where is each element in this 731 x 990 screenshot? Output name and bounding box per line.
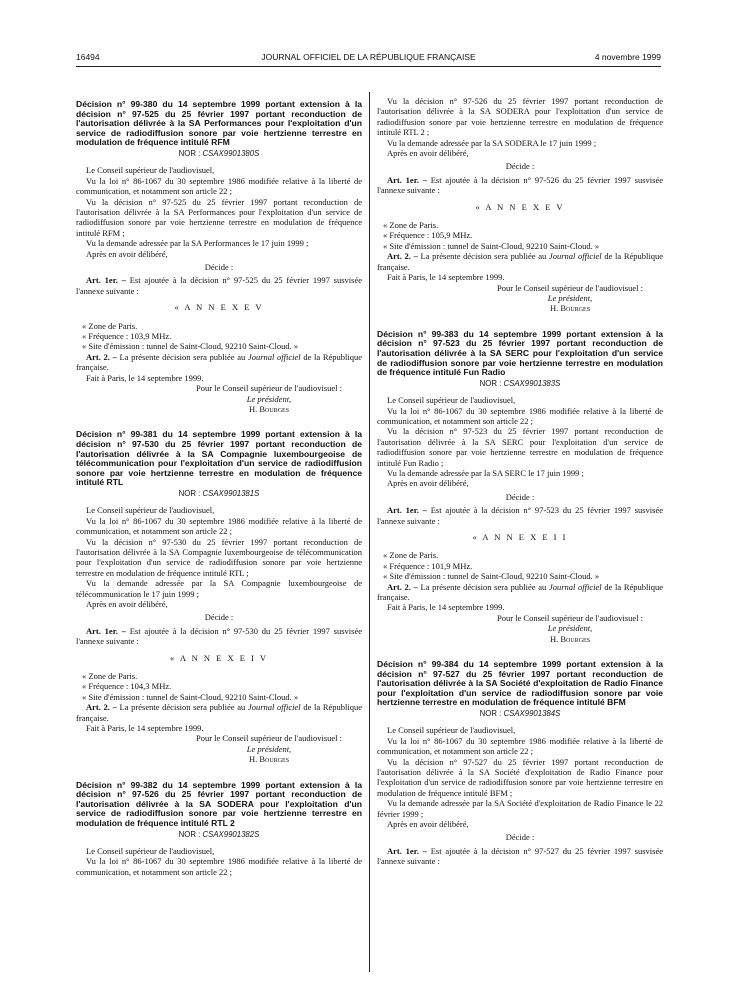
intro: Le Conseil supérieur de l'audiovisuel, xyxy=(387,725,516,736)
article-1 xyxy=(377,175,663,196)
journal-officiel: Journal officiel xyxy=(548,251,602,262)
place-date: Fait à Paris, le 14 septembre 1999. xyxy=(387,272,505,283)
column-divider xyxy=(369,92,370,972)
decide: Décide : xyxy=(204,262,234,273)
article-text-end: de la République française. xyxy=(76,702,363,723)
left-column xyxy=(76,100,362,877)
decision-title: Décision n° 99-380 du 14 septembre 1999 portant extension à la décision n° 97-525 du 25 février 1997 portant reconduction de l'autorisation délivrée à la SA Performances pour l'exploitation d'un service de radiodiffusion sonore par voie hertzienne terrestre en modulation de fréquence intitulé RFM xyxy=(76,99,362,148)
nor-label: NOR : xyxy=(178,829,201,839)
article-label: Art. 2. – xyxy=(86,351,117,362)
visa-law: Vu la loi n° 86-1067 du 30 septembre 1986 modifiée relative à la liberté de communication, et notamment son article 22 ; xyxy=(377,405,663,426)
nor-reference xyxy=(76,830,362,840)
visa-law: Vu la loi n° 86-1067 du 30 septembre 1986 modifiée relative à la liberté de communication, et notamment son article 22 ; xyxy=(76,175,362,197)
article-text: La présente décision sera publiée au xyxy=(119,702,246,713)
decide: Décide : xyxy=(505,491,535,502)
annexe-site: « Site d'émission : tunnel de Saint-Cloud, 92210 Saint-Cloud. » xyxy=(383,571,600,582)
signature-block xyxy=(76,383,362,414)
visa-decision: Vu la décision n° 97-527 du 25 février 1997 portant reconduction de l'autorisation délivrée à la SA Société d'exploitation de Radio Finance pour l'exploitation d'un service de radiodiffusion sonore par voie hertzienne terrestre en modulation de fréquence intitulé BFM ; xyxy=(377,756,663,798)
signature-for: Pour le Conseil supérieur de l'audiovisuel : xyxy=(496,612,643,623)
nor-reference xyxy=(377,709,663,719)
annexe-zone: « Zone de Paris. xyxy=(82,670,138,681)
article-text: Est ajoutée à la décision n° 97-523 du 25 février 1997 susvisée l'annexe suivante : xyxy=(377,505,663,526)
article-label: Art. 1er. – xyxy=(86,625,126,636)
article-text: La présente décision sera publiée au xyxy=(420,251,547,262)
decision-99-381 xyxy=(76,430,362,764)
signature-for: Pour le Conseil supérieur de l'audiovisuel : xyxy=(195,383,342,394)
article-text: Est ajoutée à la décision n° 97-525 du 25 février 1997 susvisée l'annexe suivante : xyxy=(76,275,362,296)
deliberation: Après en avoir délibéré, xyxy=(86,248,168,259)
journal-title: JOURNAL OFFICIEL DE LA RÉPUBLIQUE FRANÇAISE xyxy=(261,52,476,62)
nor-code: CSAX9901382S xyxy=(202,829,260,839)
nor-code: CSAX9901384S xyxy=(503,709,561,718)
signature-block xyxy=(377,613,663,644)
nor-reference xyxy=(76,149,362,159)
nor-label: NOR : xyxy=(178,488,201,498)
article-label: Art. 1er. – xyxy=(387,505,427,516)
article-1 xyxy=(76,626,362,647)
article-label: Art. 2. – xyxy=(86,702,117,713)
place-date: Fait à Paris, le 14 septembre 1999. xyxy=(86,372,204,383)
signature-for: Pour le Conseil supérieur de l'audiovisuel : xyxy=(195,733,342,744)
article-text-end: de la République française. xyxy=(377,251,664,272)
deliberation: Après en avoir délibéré, xyxy=(387,478,469,489)
journal-officiel: Journal officiel xyxy=(548,581,602,592)
decision-99-380 xyxy=(76,100,362,414)
decision-title: Décision n° 99-384 du 14 septembre 1999 portant extension à la décision n° 97-527 du 25 février 1997 portant reconduction de l'autorisation délivrée à la SA Société d'exploitation de Radio Finance pour l'exploitation d'un service de radiodiffusion sonore par voie hertzienne terrestre en modulation de fréquence intitulé BFM xyxy=(377,659,663,708)
article-text: La présente décision sera publiée au xyxy=(119,351,246,362)
signature-for: Pour le Conseil supérieur de l'audiovisuel : xyxy=(496,282,643,293)
visa-decision: Vu la décision n° 97-530 du 25 février 1997 portant reconduction de l'autorisation délivrée à la SA Compagnie luxembourgeoise de télécommunication pour l'exploitation d'un service de radiodiffusion sonore par voie hertzienne terrestre en modulation de fréquence intitulé RTL ; xyxy=(76,536,362,578)
article-2 xyxy=(76,352,362,373)
decision-title: Décision n° 99-383 du 14 septembre 1999 portant extension à la décision n° 97-523 du 25 février 1997 portant reconduction de l'autorisation délivrée à la SA SERC pour l'exploitation d'un service de radiodiffusion sonore par voie hertzienne terrestre en modulation de fréquence intitulé Fun Radio xyxy=(377,328,663,378)
article-label: Art. 2. – xyxy=(387,581,418,592)
signature-title: Le président, xyxy=(246,743,292,754)
article-text: Est ajoutée à la décision n° 97-526 du 25 février 1997 susvisée l'annexe suivante : xyxy=(377,174,663,196)
article-1 xyxy=(377,505,663,526)
decision-title: Décision n° 99-382 du 14 septembre 1999 portant extension à la décision n° 97-526 du 25 février 1997 portant reconduction de l'autorisation délivrée à la SA SODERA pour l'exploitation d'un service de radiodiffusion sonore par voie hertzienne terrestre en modulation de fréquence intitulé RTL 2 xyxy=(76,779,362,828)
annexe-frequency: « Fréquence : 101,9 MHz. xyxy=(383,560,473,571)
annexe-site: « Site d'émission : tunnel de Saint-Cloud, 92210 Saint-Cloud. » xyxy=(383,240,600,251)
visa-request: Vu la demande adressée par la SA Société d'exploitation de Radio Finance le 22 février 1999 ; xyxy=(377,798,663,819)
deliberation: Après en avoir délibéré, xyxy=(387,819,469,830)
article-text: Est ajoutée à la décision n° 97-527 du 25 février 1997 susvisée l'annexe suivante : xyxy=(377,845,663,867)
visa-decision: Vu la décision n° 97-523 du 25 février 1997 portant reconduction de l'autorisation délivrée à la SA SERC pour l'exploitation d'un service de radiodiffusion sonore par voie hertzienne terrestre en modulation de fréquence intitulé Fun Radio ; xyxy=(377,426,663,468)
nor-label: NOR : xyxy=(178,148,201,158)
annexe-site: « Site d'émission : tunnel de Saint-Cloud, 92210 Saint-Cloud. » xyxy=(82,341,299,352)
decide: Décide : xyxy=(505,161,535,172)
annexe-heading: « A N N E X E I I xyxy=(472,531,568,542)
signature-name: H. Bourges xyxy=(549,303,591,314)
page-header xyxy=(76,52,661,66)
decision-99-384 xyxy=(377,660,663,867)
signature-block xyxy=(76,733,362,764)
nor-code: CSAX9901383S xyxy=(503,378,561,388)
annexe-site: « Site d'émission : tunnel de Saint-Cloud, 92210 Saint-Cloud. » xyxy=(82,691,299,702)
journal-officiel: Journal officiel xyxy=(247,702,301,713)
nor-code: CSAX9901381S xyxy=(202,488,260,498)
page-number: 16494 xyxy=(76,52,100,62)
nor-reference xyxy=(76,489,362,499)
visa-law: Vu la loi n° 86-1067 du 30 septembre 1986 modifiée relative à la liberté de communication, et notamment son article 22 ; xyxy=(76,515,362,537)
intro: Le Conseil supérieur de l'audiovisuel, xyxy=(387,395,516,406)
intro: Le Conseil supérieur de l'audiovisuel, xyxy=(86,505,215,516)
visa-request: Vu la demande adressée par la SA SODERA le 17 juin 1999 ; xyxy=(387,137,597,148)
article-label: Art. 1er. – xyxy=(387,845,427,856)
annexe-zone: « Zone de Paris. xyxy=(383,220,439,231)
visa-decision: Vu la décision n° 97-525 du 25 février 1997 portant reconduction de l'autorisation délivrée à la SA Performances pour l'exploitation d'un service de radiodiffusion sonore par voie hertzienne terrestre en modulation de fréquence intitulé RFM ; xyxy=(76,196,362,238)
article-2 xyxy=(377,582,663,603)
article-label: Art. 1er. – xyxy=(86,275,126,286)
nor-reference xyxy=(377,379,663,389)
visa-decision: Vu la décision n° 97-526 du 25 février 1997 portant reconduction de l'autorisation délivrée à la SA SODERA pour l'exploitation d'un service de radiodiffusion sonore par voie hertzienne terrestre en modulation de fréquence intitulé RTL 2 ; xyxy=(377,96,663,138)
right-column xyxy=(377,96,663,867)
article-text: La présente décision sera publiée au xyxy=(420,581,547,592)
visa-law: Vu la loi n° 86-1067 du 30 septembre 1986 modifiée relative à la liberté de communication, et notamment son article 22 ; xyxy=(377,735,663,757)
article-text: Est ajoutée à la décision n° 97-530 du 25 février 1997 susvisée l'annexe suivante : xyxy=(76,625,362,647)
article-text-end: de la République française. xyxy=(377,581,664,602)
signature-name: H. Bourges xyxy=(248,754,290,765)
article-1 xyxy=(76,275,362,296)
annexe-frequency: « Fréquence : 105,9 MHz. xyxy=(383,230,473,241)
place-date: Fait à Paris, le 14 septembre 1999. xyxy=(86,723,204,733)
nor-label: NOR : xyxy=(479,378,502,388)
decision-99-383 xyxy=(377,330,663,644)
visa-law: Vu la loi n° 86-1067 du 30 septembre 1986 modifiée relative à la liberté de communication, et notamment son article 22 ; xyxy=(76,856,362,877)
visa-request: Vu la demande adressée par la SA Performances le 17 juin 1999 ; xyxy=(86,238,309,249)
header-rule xyxy=(76,66,661,67)
deliberation: Après en avoir délibéré, xyxy=(387,148,469,159)
place-date: Fait à Paris, le 14 septembre 1999. xyxy=(387,602,505,613)
annexe-zone: « Zone de Paris. xyxy=(82,320,138,331)
signature-name: H. Bourges xyxy=(549,633,591,644)
nor-code: CSAX9901380S xyxy=(202,148,260,158)
visa-request: Vu la demande adressée par la SA SERC le 17 juin 1999 ; xyxy=(387,467,584,478)
article-text-end: de la République française. xyxy=(76,351,363,373)
signature-block xyxy=(377,283,663,314)
article-1 xyxy=(377,846,663,867)
decision-title: Décision n° 99-381 du 14 septembre 1999 portant extension à la décision n° 97-530 du 25 février 1997 portant reconduction de l'autorisation délivrée à la SA Compagnie luxembourgeoise de télécommunication pour l'exploitation d'un service de radiodiffusion sonore par voie hertzienne terrestre en modulation de fréquence intitulé RTL xyxy=(76,429,362,488)
article-2 xyxy=(377,251,663,272)
intro: Le Conseil supérieur de l'audiovisuel, xyxy=(86,846,215,856)
intro: Le Conseil supérieur de l'audiovisuel, xyxy=(86,165,215,176)
annexe-heading: « A N N E X E I V xyxy=(169,652,269,663)
decide: Décide : xyxy=(204,612,234,623)
decide: Décide : xyxy=(505,832,535,843)
article-2 xyxy=(76,702,362,723)
annexe-frequency: « Fréquence : 103,9 MHz. xyxy=(82,331,172,342)
signature-title: Le président, xyxy=(547,292,593,303)
article-label: Art. 2. – xyxy=(387,251,418,262)
decision-99-382 xyxy=(76,781,362,878)
annexe-frequency: « Fréquence : 104,3 MHz. xyxy=(82,681,172,692)
visa-request: Vu la demande adressée par la SA Compagnie luxembourgeoise de télécommunication le 17 juin 1999 ; xyxy=(76,578,362,599)
signature-title: Le président, xyxy=(246,393,292,404)
article-label: Art. 1er. – xyxy=(387,174,427,185)
annexe-heading: « A N N E X E V xyxy=(174,302,264,313)
signature-name: H. Bourges xyxy=(248,403,290,414)
decision-99-382-continued xyxy=(377,96,663,314)
deliberation: Après en avoir délibéré, xyxy=(86,598,168,609)
journal-officiel: Journal officiel xyxy=(247,351,301,362)
issue-date: 4 novembre 1999 xyxy=(594,52,661,62)
annexe-heading: « A N N E X E V xyxy=(475,201,565,212)
nor-label: NOR : xyxy=(479,709,502,718)
signature-title: Le président, xyxy=(547,623,593,634)
annexe-zone: « Zone de Paris. xyxy=(383,550,439,561)
